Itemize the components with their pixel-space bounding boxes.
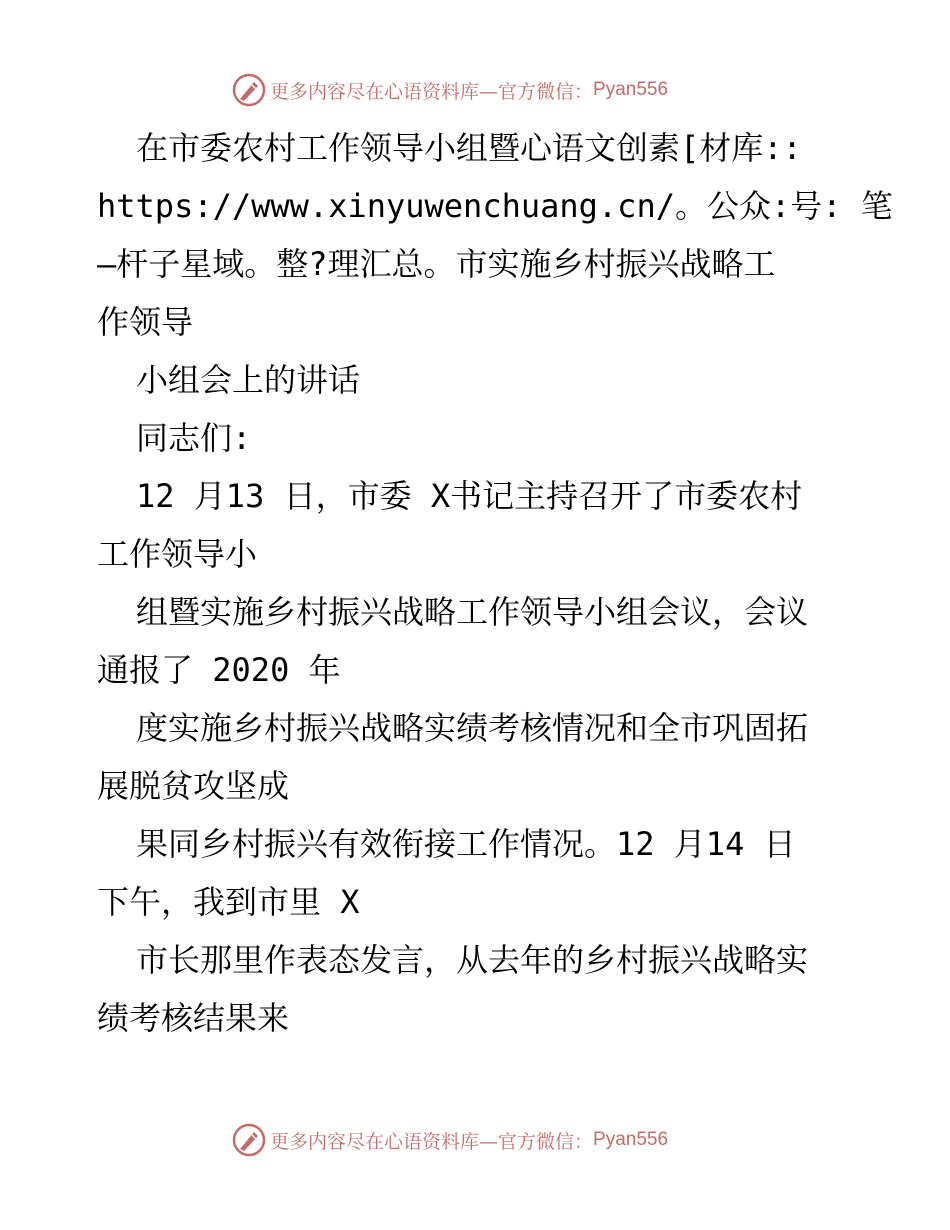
header-banner-id: Pyan556 <box>593 79 669 100</box>
body-line: 在市委农村工作领导小组暨心语文创素[材库:: <box>136 129 802 167</box>
body-line: 展脱贫攻坚成 <box>97 767 290 805</box>
body-line: 果同乡村振兴有效衔接工作情况。12 月14 日 <box>136 825 796 863</box>
header-banner <box>232 70 668 110</box>
footer-banner-id: Pyan556 <box>593 1129 669 1150</box>
body-line: 度实施乡村振兴战略实绩考核情况和全市巩固拓 <box>136 709 809 747</box>
body-line: 同志们: <box>136 419 252 457</box>
pen-logo-icon <box>232 73 266 107</box>
header-banner-text: 更多内容尽在心语资料库—官方微信： <box>270 80 594 103</box>
body-line: 绩考核结果来 <box>97 999 290 1037</box>
body-line: 通报了 2020 年 <box>97 651 341 689</box>
body-line: https://www.xinyuwenchuang.cn/。公众:号: 笔 <box>97 187 893 225</box>
body-line: —杆子星域。整?理汇总。市实施乡村振兴战略工 <box>97 245 776 283</box>
body-line: 下午，我到市里 X <box>97 883 360 921</box>
body-line: 市长那里作表态发言，从去年的乡村振兴战略实 <box>136 941 809 979</box>
body-line: 组暨实施乡村振兴战略工作领导小组会议，会议 <box>136 593 809 631</box>
body-line: 作领导 <box>97 303 194 341</box>
body-line: 工作领导小 <box>97 535 258 573</box>
footer-banner <box>232 1120 668 1160</box>
footer-banner-text: 更多内容尽在心语资料库—官方微信： <box>270 1130 594 1153</box>
pen-logo-icon <box>232 1123 266 1157</box>
body-line: 小组会上的讲话 <box>136 361 361 399</box>
body-line: 12 月13 日，市委 X书记主持召开了市委农村 <box>136 477 803 515</box>
